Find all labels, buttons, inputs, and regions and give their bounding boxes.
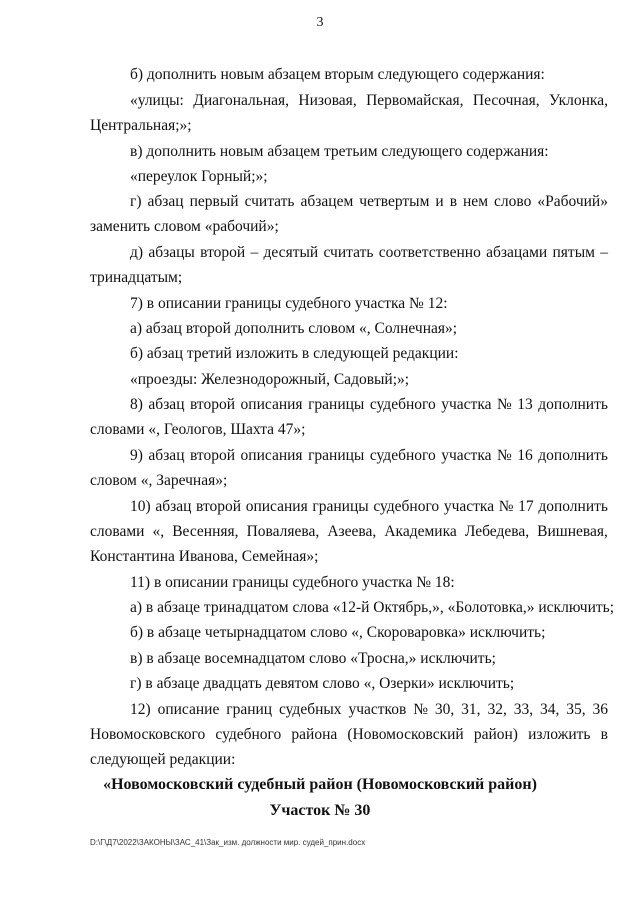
word: – <box>250 244 259 261</box>
word: абзац <box>155 498 192 515</box>
word: Диагональная, <box>193 92 290 109</box>
paragraph-line: заменить словом «рабочий»; <box>90 218 279 235</box>
paragraph-line: а) абзац второй дополнить словом «, Солнечная»; <box>130 320 458 337</box>
word: Песочная, <box>472 92 540 109</box>
word: 34, <box>539 701 560 718</box>
word: абзацами <box>486 244 548 261</box>
word: «улицы: <box>130 92 184 109</box>
word: абзацем <box>300 193 354 210</box>
paragraph-line: 7) в описании границы судебного участка № 12: <box>130 295 448 312</box>
word: 9) <box>130 447 143 464</box>
word: соответственно <box>378 244 481 261</box>
word: «, <box>152 523 165 540</box>
section-subheading: Участок № 30 <box>269 802 371 819</box>
word: в <box>600 726 608 743</box>
word: пятым <box>552 244 595 261</box>
word: участка <box>441 396 492 413</box>
word: абзацы <box>148 244 195 261</box>
word: первый <box>189 193 239 210</box>
word: считать <box>323 244 374 261</box>
word: № <box>413 701 429 718</box>
word: участка <box>443 498 495 515</box>
word: Азеева, <box>327 523 377 540</box>
paragraph-line <box>130 395 608 415</box>
word: судебного <box>373 498 440 515</box>
word: дополнить <box>538 396 608 413</box>
word: десятый <box>263 244 319 261</box>
word: описания <box>240 447 303 464</box>
paragraph-line <box>130 243 608 263</box>
word: 13 <box>517 396 533 413</box>
paragraph-line: в) дополнить новым абзацем третьим следующего содержания: <box>130 143 549 160</box>
word: границы <box>308 447 365 464</box>
paragraph-line: словом «, Заречная»; <box>90 472 228 489</box>
paragraph-line: б) абзац третий изложить в следующей редакции: <box>130 345 459 362</box>
word: судебного <box>215 726 282 743</box>
word: 30, <box>434 701 455 718</box>
word: 12) <box>130 701 151 718</box>
word: 36 <box>592 701 608 718</box>
word: 35, <box>566 701 586 718</box>
word: Новомосковского <box>90 726 206 743</box>
paragraph-line: «проезды: Железнодорожный, Садовый;»; <box>130 371 410 388</box>
paragraph-line <box>130 192 608 212</box>
paragraph-line: словами «, Геологов, Шахта 47»; <box>90 421 306 438</box>
word: 32, <box>487 701 507 718</box>
word: второй <box>190 447 236 464</box>
word: Первомайская, <box>366 92 464 109</box>
word: г) <box>130 193 142 210</box>
paragraph-line: в) в абзаце восемнадцатом слово «Тросна,» исключить; <box>130 650 496 667</box>
paragraph-line <box>130 91 608 111</box>
paragraph-line <box>130 446 608 466</box>
word: границы <box>312 498 369 515</box>
word: абзац <box>148 396 185 413</box>
word: абзац <box>147 193 184 210</box>
word: дополнить <box>538 447 608 464</box>
paragraph-line: а) в абзаце тринадцатом слова «12-й Октябрь,», «Болотовка,» исключить; <box>130 599 615 616</box>
word: д) <box>130 244 144 261</box>
word: № <box>497 396 512 413</box>
paragraph-line: Константина Иванова, Семейная»; <box>90 548 319 565</box>
word: изложить <box>528 726 591 743</box>
word: судебных <box>278 701 342 718</box>
word: считать <box>244 193 295 210</box>
paragraph-line <box>90 725 608 745</box>
word: второй <box>200 244 246 261</box>
paragraph-line: следующей редакции: <box>90 751 236 768</box>
paragraph-line: 11) в описании границы судебного участка № 18: <box>130 574 455 591</box>
word: – <box>600 244 608 261</box>
word: судебного <box>369 447 436 464</box>
word: 17 <box>518 498 534 515</box>
word: 10) <box>130 498 151 515</box>
paragraph-line: тринадцатым; <box>90 269 183 286</box>
paragraph-line: б) дополнить новым абзацем вторым следующего содержания: <box>130 66 545 83</box>
word: четвертым <box>359 193 430 210</box>
word: границы <box>308 396 365 413</box>
paragraph-line: г) в абзаце двадцать девятом слово «, Озерки» исключить; <box>130 675 515 692</box>
word: описания <box>240 396 303 413</box>
paragraph-line: б) в абзаце четырнадцатом слово «, Скороваровка» исключить; <box>130 624 546 641</box>
word: 31, <box>461 701 481 718</box>
word: Вишневая, <box>537 523 608 540</box>
word: Весенняя, <box>172 523 239 540</box>
word: Уклонка, <box>548 92 608 109</box>
word: № <box>498 498 514 515</box>
word: второй <box>190 396 236 413</box>
word: 8) <box>130 396 143 413</box>
word: в <box>449 193 458 210</box>
word: Поваляева, <box>246 523 320 540</box>
word: Лебедева, <box>464 523 530 540</box>
word: 33, <box>513 701 534 718</box>
word: судебного <box>369 396 436 413</box>
word: границ <box>226 701 273 718</box>
word: абзац <box>148 447 185 464</box>
word: 16 <box>517 447 533 464</box>
word: № <box>497 447 512 464</box>
word: описание <box>157 701 220 718</box>
word: района <box>291 726 338 743</box>
word: и <box>435 193 444 210</box>
word: слово <box>494 193 532 210</box>
word: Низовая, <box>298 92 357 109</box>
word: дополнить <box>538 498 608 515</box>
paragraph-line: «переулок Горный;»; <box>130 168 268 185</box>
page-number: 3 <box>316 15 324 30</box>
paragraph-line <box>130 497 608 517</box>
word: участка <box>441 447 492 464</box>
paragraph-line: Центральная;»; <box>90 117 192 134</box>
file-path-footer: D:\Г\Д7\2022\ЗАКОНЫ\ЗАС_41\Зак_изм. должности мир. судей_прин.docx <box>90 838 366 847</box>
paragraph-line <box>130 700 608 720</box>
word: нем <box>463 193 488 210</box>
word: район) <box>473 726 518 743</box>
section-heading: «Новомосковский судебный район (Новомосковский район) <box>103 776 537 793</box>
word: участков <box>348 701 407 718</box>
word: словами <box>90 523 145 540</box>
word: «Рабочий» <box>537 193 608 210</box>
paragraph-line <box>90 522 608 542</box>
word: Академика <box>384 523 457 540</box>
word: описания <box>245 498 308 515</box>
word: (Новомосковский <box>347 726 464 743</box>
word: второй <box>196 498 242 515</box>
